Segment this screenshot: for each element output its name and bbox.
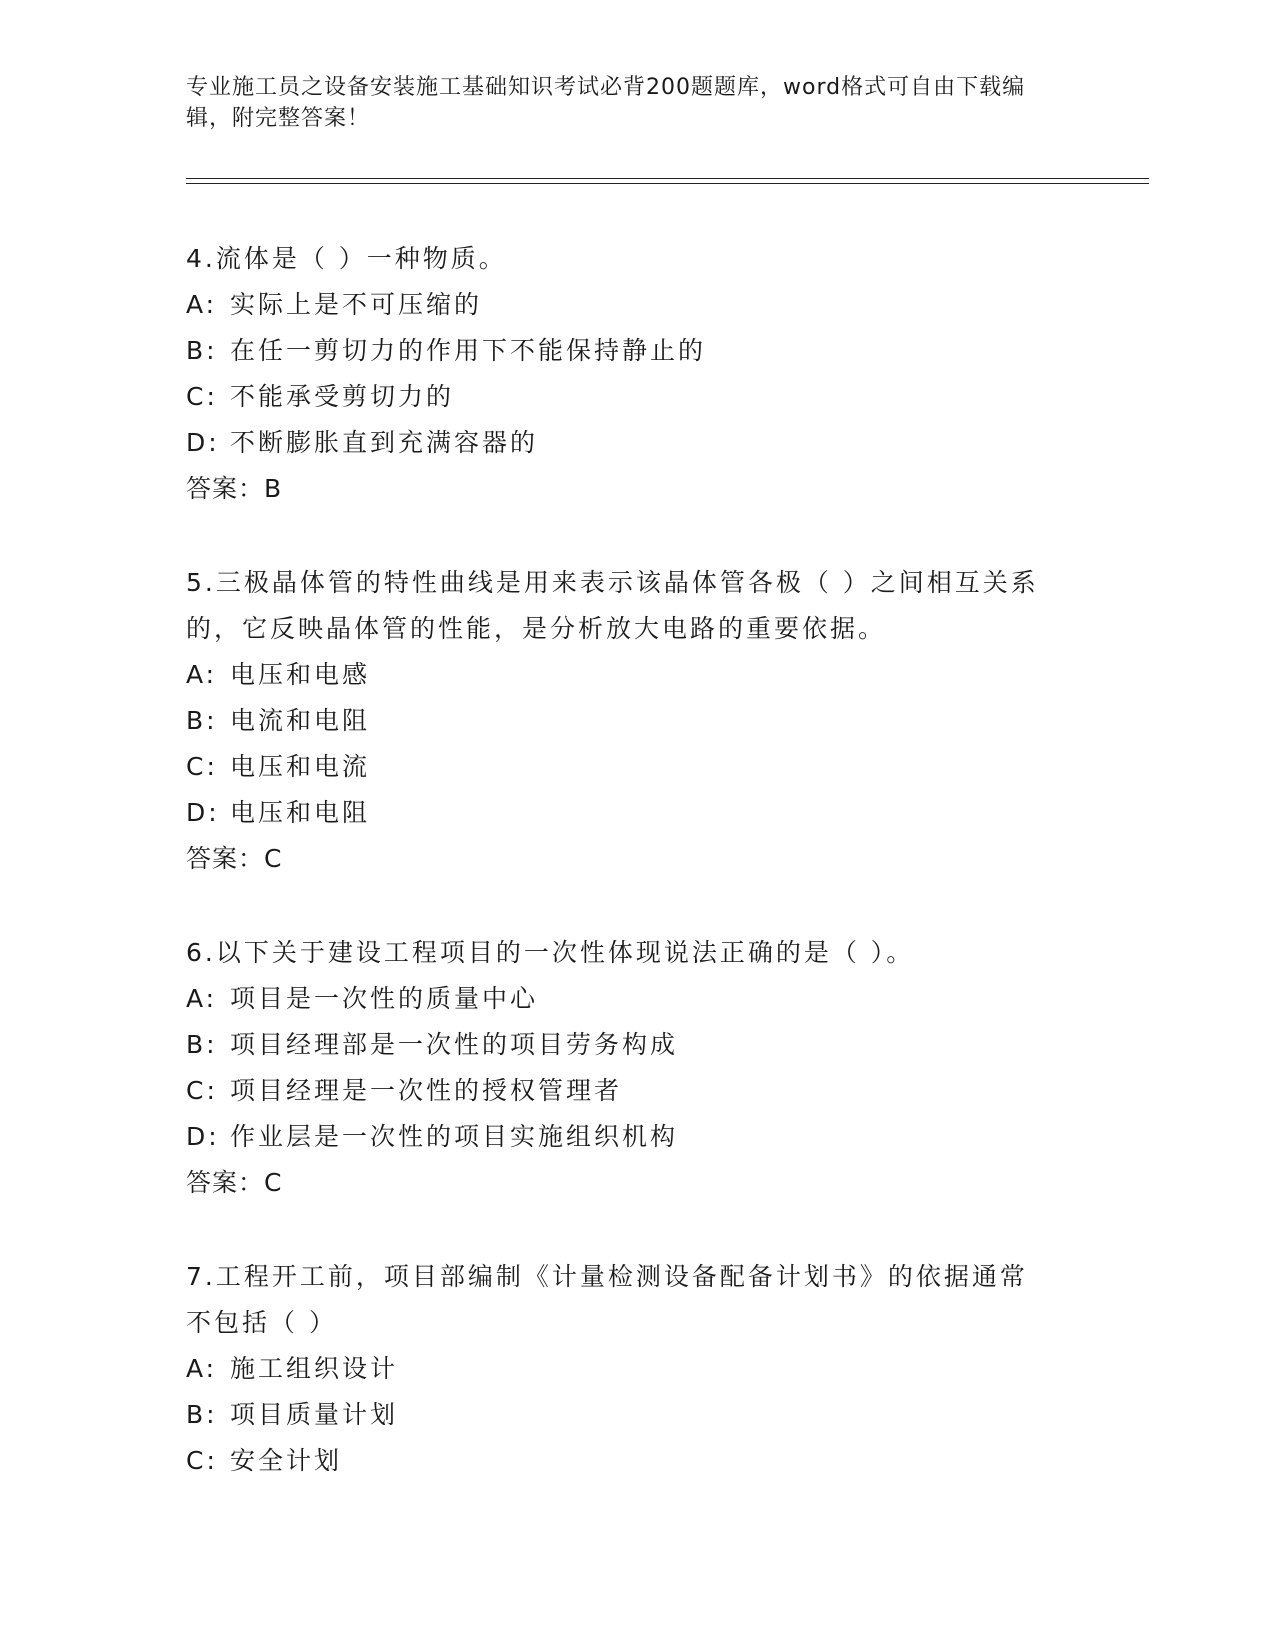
answer-option bbox=[186, 1022, 1086, 1068]
option-letter: C: bbox=[186, 1076, 218, 1105]
option-letter: A: bbox=[186, 1354, 218, 1383]
answer-option bbox=[186, 744, 1086, 790]
option-letter: B: bbox=[186, 1400, 218, 1429]
answer-option bbox=[186, 1392, 1086, 1438]
option-text: 电压和电流 bbox=[230, 752, 371, 781]
header-rule-top bbox=[186, 178, 1149, 179]
question-stem: 5.三极晶体管的特性曲线是用来表示该晶体管各极（ ）之间相互关系 bbox=[186, 568, 1039, 597]
answer-option bbox=[186, 420, 1086, 466]
option-text: 作业层是一次性的项目实施组织机构 bbox=[230, 1122, 679, 1151]
option-letter: A: bbox=[186, 290, 218, 319]
answer-option bbox=[186, 328, 1086, 374]
question-block bbox=[186, 930, 1086, 1206]
document-header: 专业施工员之设备安装施工基础知识考试必背200题题库，word格式可自由下载编辑，附完整答案！ bbox=[186, 75, 1026, 131]
option-letter: B: bbox=[186, 1030, 218, 1059]
option-text: 实际上是不可压缩的 bbox=[230, 290, 483, 319]
answer-key: 答案：B bbox=[186, 474, 283, 503]
answer-option bbox=[186, 698, 1086, 744]
question-stem: 6.以下关于建设工程项目的一次性体现说法正确的是（ ）。 bbox=[186, 938, 915, 967]
option-text: 施工组织设计 bbox=[230, 1354, 399, 1383]
question-stem: 不包括（ ） bbox=[186, 1308, 337, 1337]
option-letter: D: bbox=[186, 798, 220, 827]
question-block bbox=[186, 1254, 1086, 1484]
answer-key: 答案：C bbox=[186, 844, 283, 873]
option-text: 在任一剪切力的作用下不能保持静止的 bbox=[230, 336, 707, 365]
option-text: 电压和电阻 bbox=[230, 798, 371, 827]
question-block bbox=[186, 560, 1086, 882]
answer-option bbox=[186, 1114, 1086, 1160]
option-letter: A: bbox=[186, 660, 218, 689]
question-list bbox=[186, 236, 1086, 1532]
option-text: 项目经理是一次性的授权管理者 bbox=[230, 1076, 623, 1105]
question-stem: 7.工程开工前，项目部编制《计量检测设备配备计划书》的依据通常 bbox=[186, 1262, 1028, 1291]
answer-option bbox=[186, 976, 1086, 1022]
answer-option bbox=[186, 374, 1086, 420]
option-text: 项目经理部是一次性的项目劳务构成 bbox=[230, 1030, 679, 1059]
answer-option bbox=[186, 1068, 1086, 1114]
question-stem: 4.流体是（ ）一种物质。 bbox=[186, 244, 507, 273]
option-text: 电压和电感 bbox=[230, 660, 371, 689]
option-letter: B: bbox=[186, 336, 218, 365]
option-text: 项目是一次性的质量中心 bbox=[230, 984, 539, 1013]
option-letter: B: bbox=[186, 706, 218, 735]
answer-option bbox=[186, 1346, 1086, 1392]
answer-option bbox=[186, 790, 1086, 836]
answer-option bbox=[186, 1438, 1086, 1484]
header-rule-bottom bbox=[186, 183, 1149, 184]
option-text: 不能承受剪切力的 bbox=[230, 382, 455, 411]
answer-option bbox=[186, 282, 1086, 328]
option-letter: D: bbox=[186, 1122, 220, 1151]
option-letter: C: bbox=[186, 382, 218, 411]
question-stem: 的，它反映晶体管的性能，是分析放大电路的重要依据。 bbox=[186, 614, 887, 643]
option-letter: A: bbox=[186, 984, 218, 1013]
option-letter: D: bbox=[186, 428, 220, 457]
question-block bbox=[186, 236, 1086, 512]
option-letter: C: bbox=[186, 1446, 218, 1475]
option-text: 安全计划 bbox=[230, 1446, 343, 1475]
option-letter: C: bbox=[186, 752, 218, 781]
option-text: 项目质量计划 bbox=[230, 1400, 399, 1429]
answer-option bbox=[186, 652, 1086, 698]
option-text: 不断膨胀直到充满容器的 bbox=[230, 428, 539, 457]
answer-key: 答案：C bbox=[186, 1168, 283, 1197]
option-text: 电流和电阻 bbox=[230, 706, 371, 735]
